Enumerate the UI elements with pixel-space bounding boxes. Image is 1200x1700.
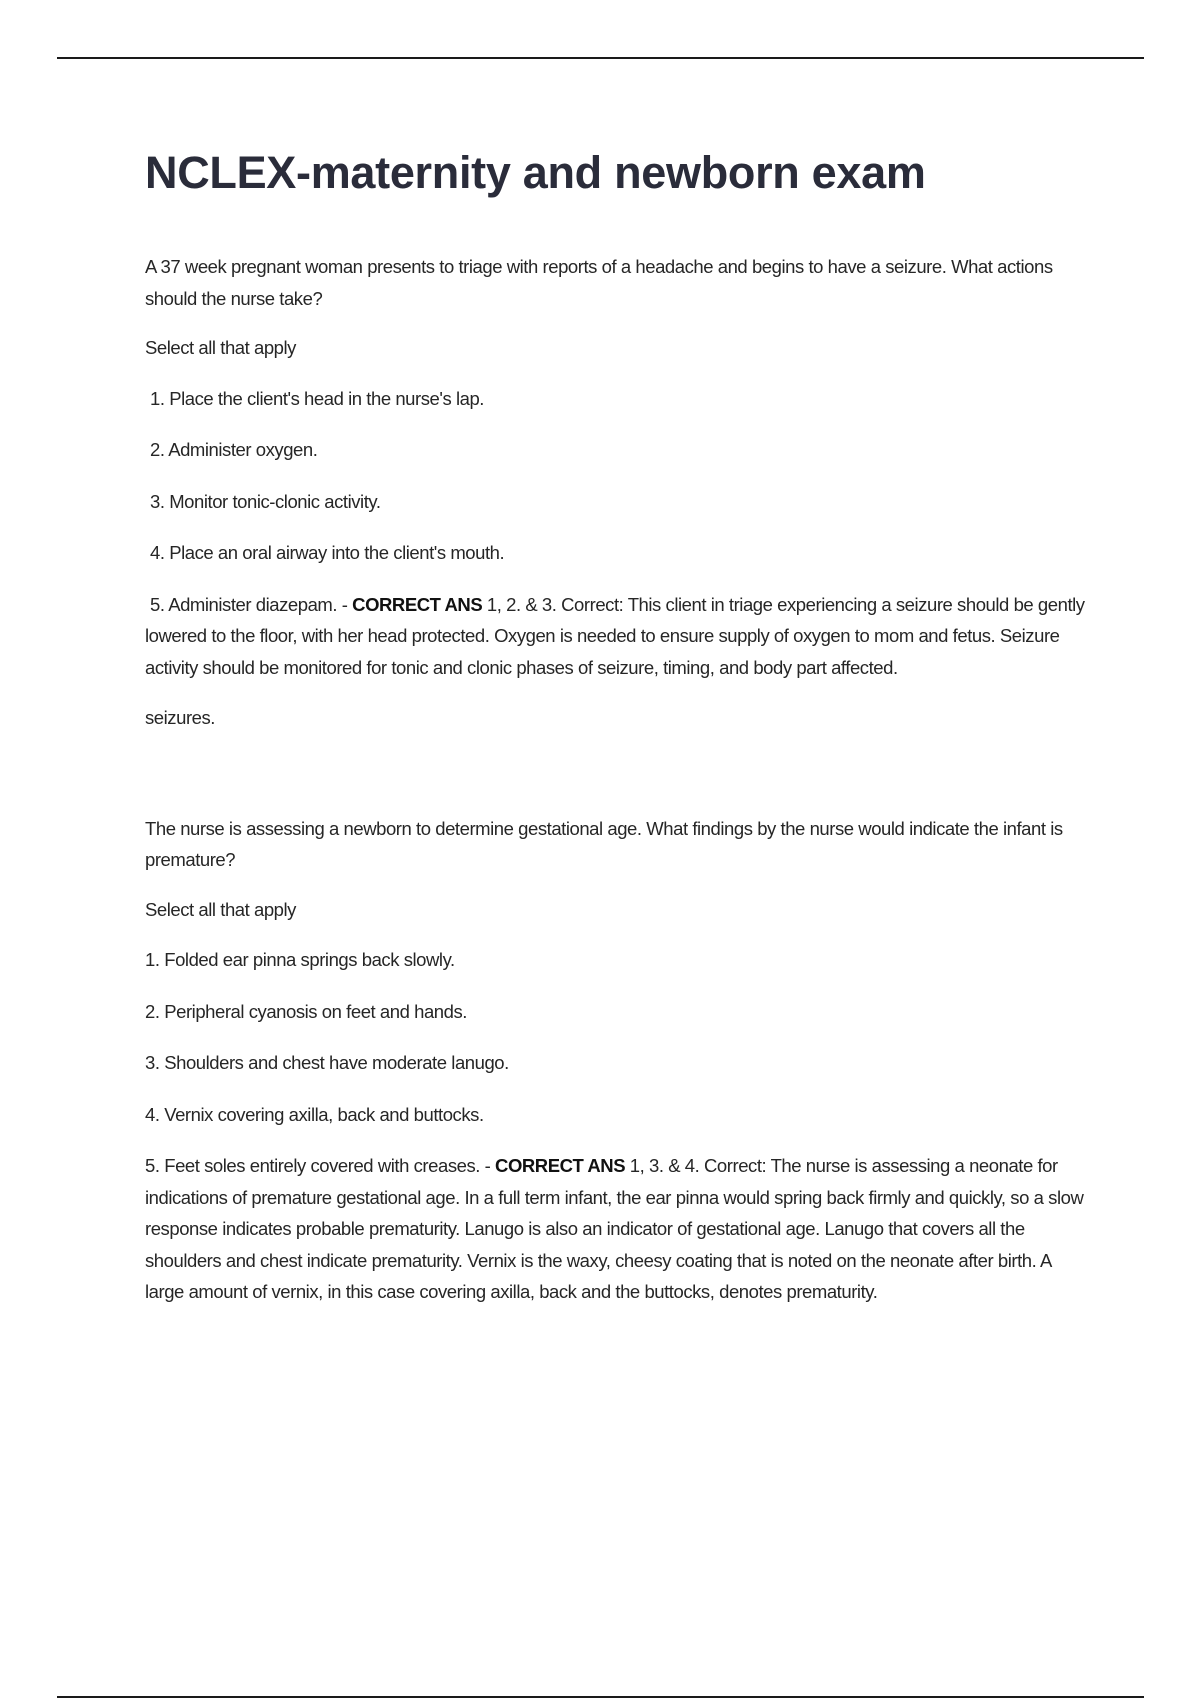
option-5-with-answer bbox=[145, 1150, 1085, 1308]
answer-rationale: 1, 2. & 3. Correct: This client in triage experiencing a seizure should be gently lowered to the floor, with her head protected. Oxygen is needed to ensure supply of oxygen to mom and fetus. Seizure activity should be monitored for tonic and clonic phases of seizure, timing, and body part affected. bbox=[145, 593, 1085, 678]
option-1: 1. Place the client's head in the nurse's lap. bbox=[150, 387, 484, 409]
trailing-text: seizures. bbox=[145, 707, 215, 728]
option-5: 5. Administer diazepam. - bbox=[150, 593, 353, 615]
question-stem: A 37 week pregnant woman presents to triage with reports of a headache and begins to have a seizure. What actions should the nurse take? bbox=[145, 256, 1053, 309]
option-3: 3. Shoulders and chest have moderate lanugo. bbox=[145, 1052, 509, 1073]
question-1 bbox=[145, 251, 1085, 734]
question-instruction: Select all that apply bbox=[145, 337, 296, 358]
question-instruction: Select all that apply bbox=[145, 898, 296, 920]
section-spacer bbox=[145, 753, 1085, 813]
question-2 bbox=[145, 813, 1085, 1308]
page-title: NCLEX-maternity and newborn exam bbox=[145, 147, 926, 198]
answer-rationale: 1, 3. & 4. Correct: The nurse is assessing a neonate for indications of premature gestational age. In a full term infant, the ear pinna would spring back firmly and quickly, so a slow response indicates probable prematurity. Lanugo is also an indicator of gestational age. Lanugo that covers all the shoulders and chest indicate prematurity. Vernix is the waxy, cheesy coating that is noted on the neonate after birth. A large amount of vernix, in this case covering axilla, back and the buttocks, denotes prematurity. bbox=[145, 1155, 1084, 1302]
option-3: 3. Monitor tonic-clonic activity. bbox=[150, 490, 381, 512]
option-4: 4. Place an oral airway into the client's mouth. bbox=[150, 542, 505, 563]
option-2: 2. Peripheral cyanosis on feet and hands. bbox=[145, 1000, 467, 1022]
document-body bbox=[145, 251, 1085, 1327]
correct-answer-label: CORRECT ANS bbox=[352, 593, 483, 615]
correct-answer-label: CORRECT ANS bbox=[495, 1155, 626, 1176]
option-1: 1. Folded ear pinna springs back slowly. bbox=[145, 949, 455, 970]
option-2: 2. Administer oxygen. bbox=[150, 439, 318, 460]
top-rule bbox=[57, 57, 1144, 59]
question-stem: The nurse is assessing a newborn to determine gestational age. What findings by the nurse would indicate the infant is premature? bbox=[145, 817, 1063, 870]
option-4: 4. Vernix covering axilla, back and buttocks. bbox=[145, 1103, 484, 1125]
option-5: 5. Feet soles entirely covered with creases. - bbox=[145, 1155, 496, 1176]
bottom-rule bbox=[57, 1696, 1144, 1698]
option-5-with-answer bbox=[145, 589, 1085, 684]
